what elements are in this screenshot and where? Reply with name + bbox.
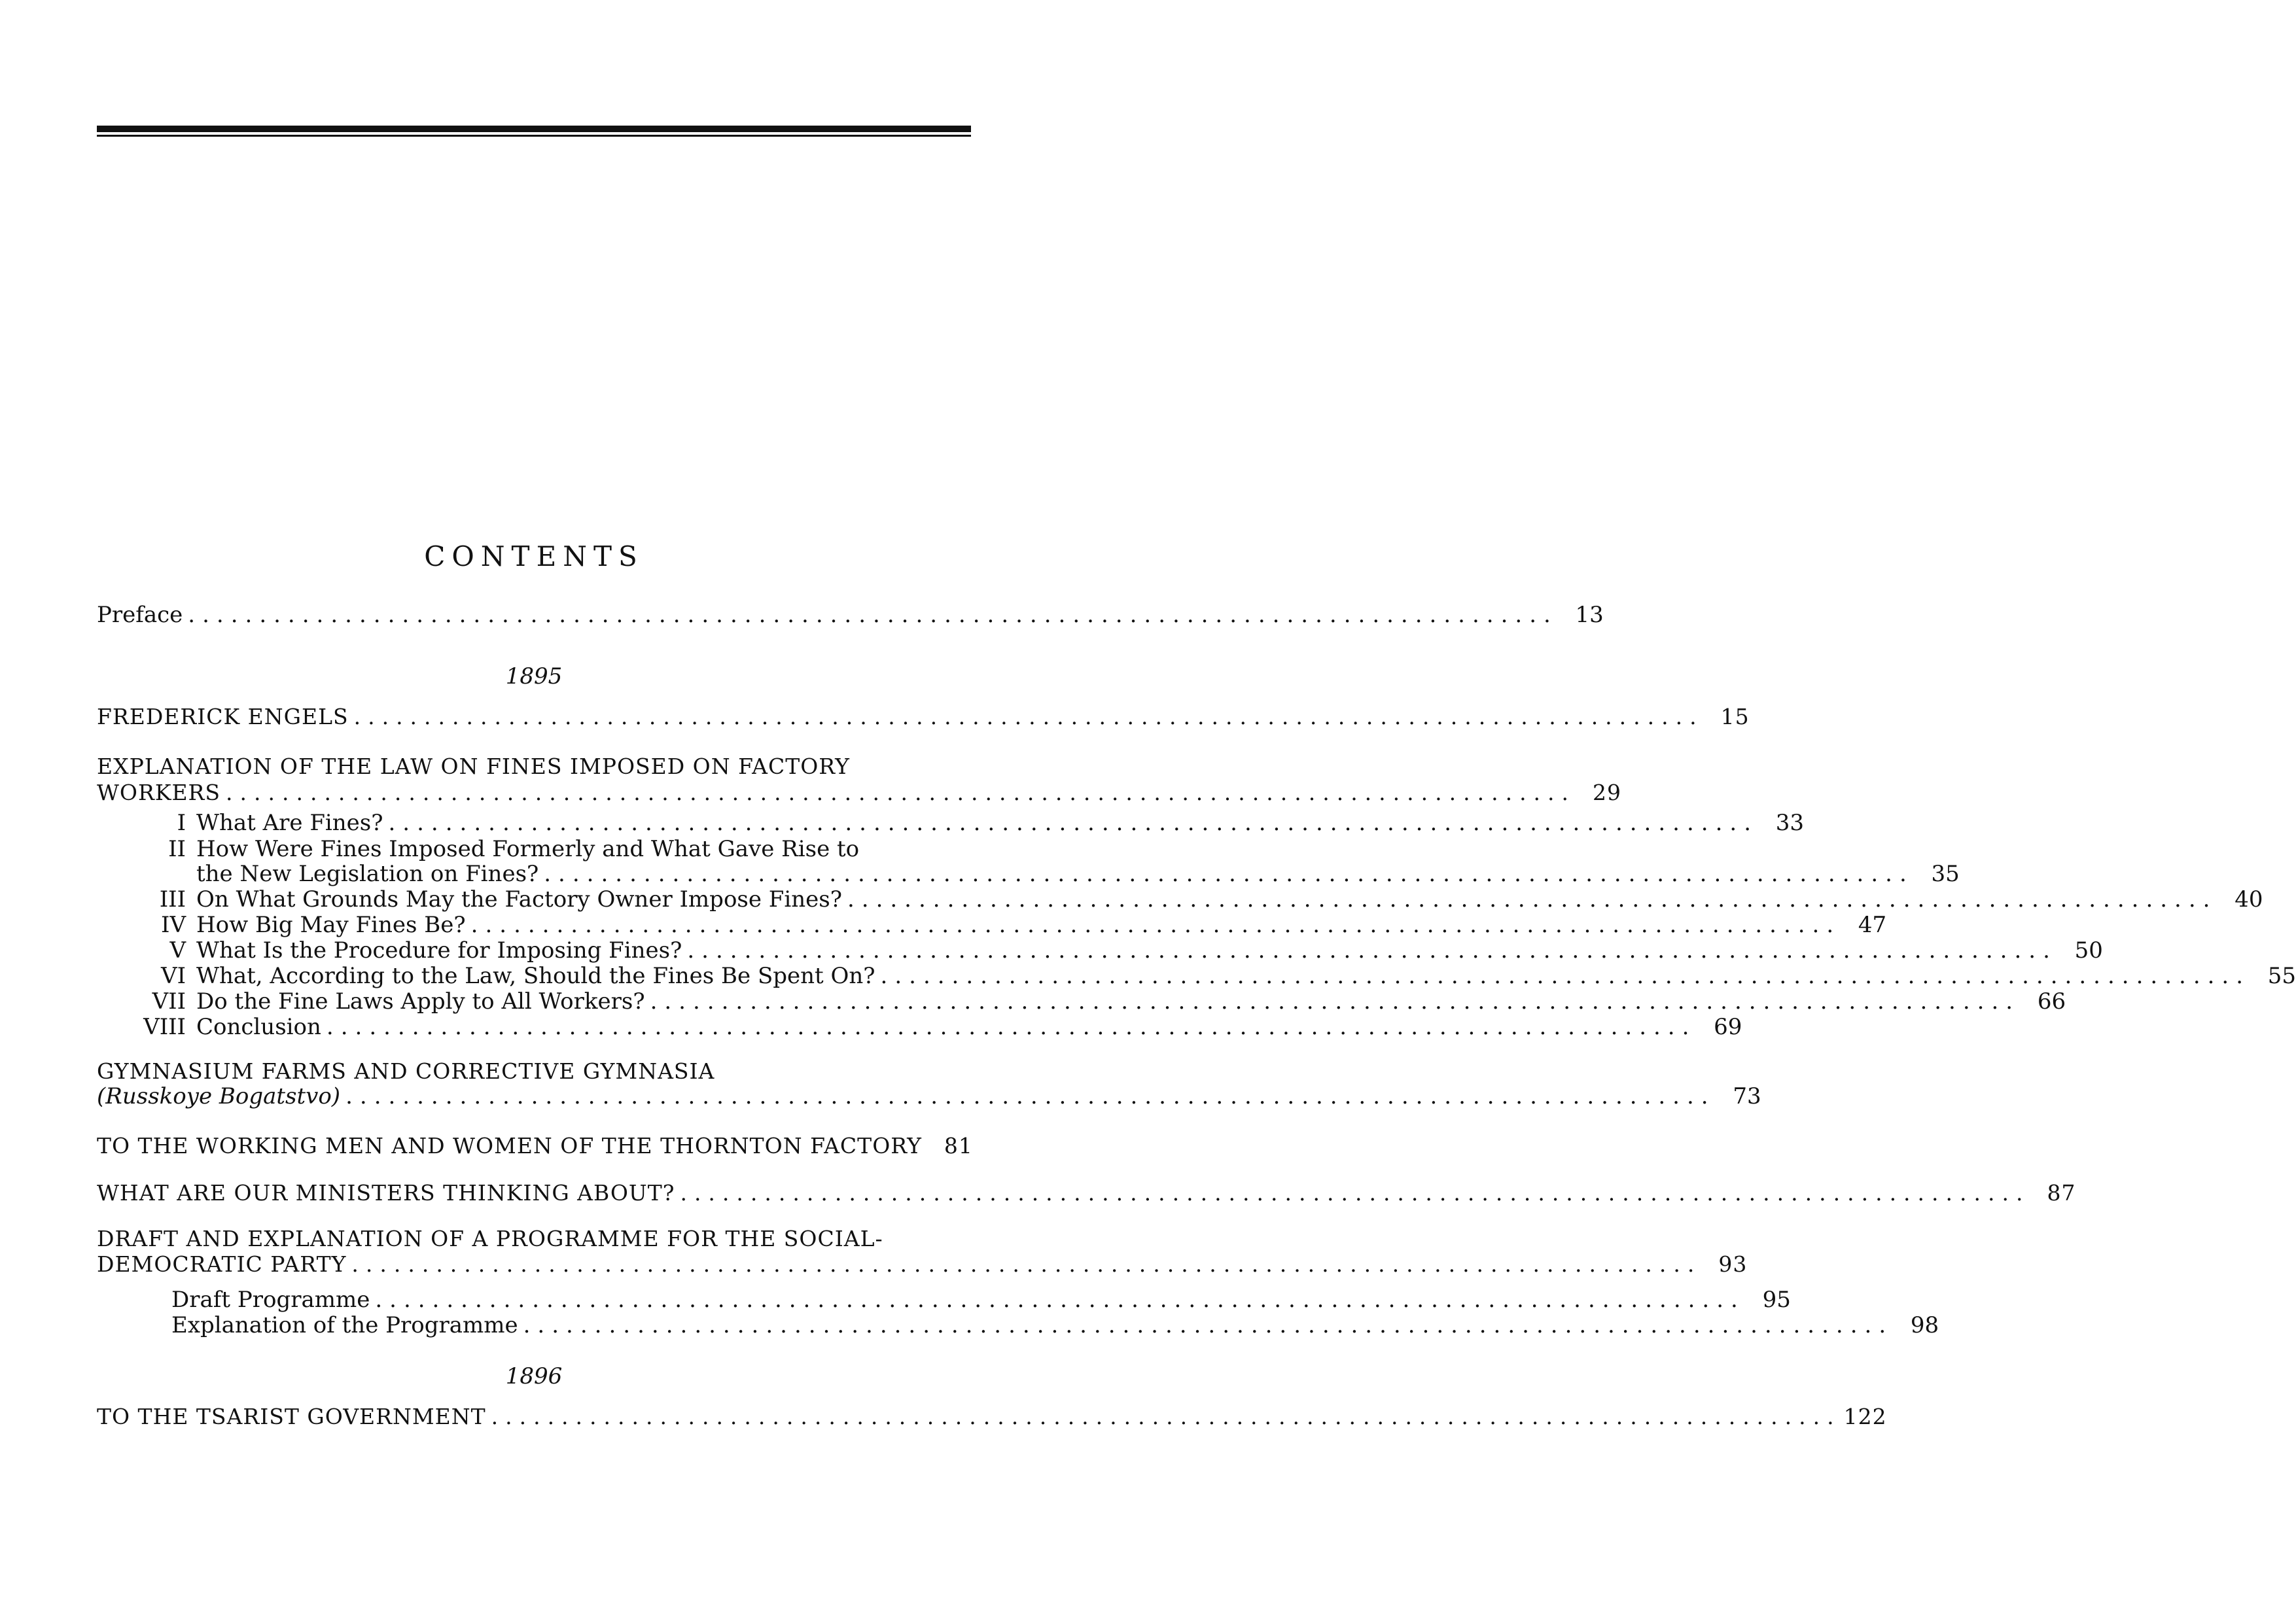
section-year-1895: 1895 (505, 663, 563, 689)
entry-title: DRAFT AND EXPLANATION OF A PROGRAMME FOR THE SOCIAL- (97, 1226, 883, 1251)
entry-title: WHAT ARE OUR MINISTERS THINKING ABOUT? (97, 1180, 675, 1206)
entry-subtitle: (Russkoye Bogatstvo) (97, 1083, 341, 1109)
dot-leader: ................................................................................................ (847, 886, 2217, 913)
toc-chapter-5 (124, 936, 2103, 965)
toc-entry-explanation-line2 (97, 778, 1622, 807)
dot-leader: ................................................................................................ (375, 1287, 1745, 1313)
page-number: 87 (2047, 1180, 2076, 1206)
toc-entry-gymnasium-line2 (97, 1082, 1761, 1111)
entry-title: EXPLANATION OF THE LAW ON FINES IMPOSED ON FACTORY (97, 754, 850, 779)
chapter-title: the New Legislation on Fines? (196, 861, 539, 887)
dot-leader: ................................................................................................ (353, 704, 1704, 729)
page-number: 55 (2267, 963, 2296, 989)
sub-entry-title: Draft Programme (171, 1287, 370, 1313)
toc-entry-draft-line1 (97, 1225, 971, 1253)
top-rule-thick (97, 126, 971, 132)
chapter-number: I (177, 810, 186, 836)
page-number: 13 (1575, 602, 1604, 628)
page-number: 35 (1931, 861, 1960, 887)
dot-leader: ................................................................................................ (470, 912, 1841, 938)
dot-leader: ................................................................................................ (345, 1083, 1716, 1109)
toc-chapter-6 (124, 962, 2296, 990)
chapter-title: How Big May Fines Be? (196, 912, 466, 938)
chapter-title: On What Grounds May the Factory Owner Impose Fines? (196, 886, 842, 913)
dot-leader: ................................................................................................ (687, 937, 2057, 964)
page-number: 66 (2037, 988, 2066, 1015)
toc-sub-explanation-programme (171, 1311, 1939, 1340)
page-number: 47 (1858, 912, 1887, 938)
dot-leader: ................................................................................................ (388, 810, 1759, 836)
toc-chapter-1 (124, 809, 1805, 837)
toc-chapter-7 (124, 987, 2066, 1016)
toc-chapter-3 (124, 885, 2263, 914)
chapter-title: Do the Fine Laws Apply to All Workers? (196, 988, 645, 1015)
toc-entry-draft-line2 (97, 1250, 1748, 1279)
dot-leader: ................................................................................................ (491, 1404, 1841, 1429)
page-number: 33 (1775, 810, 1805, 836)
dot-leader: ................................................................................................ (880, 963, 2251, 989)
toc-chapter-2-line2 (124, 860, 1960, 888)
page-number: 93 (1718, 1251, 1748, 1277)
page-number: 29 (1593, 780, 1622, 805)
toc-entry-engels (97, 703, 1750, 731)
chapter-number: IV (161, 912, 186, 938)
page-number: 98 (1910, 1312, 1939, 1338)
page-number: 122 (1843, 1404, 1887, 1429)
entry-title: WORKERS (97, 780, 221, 805)
chapter-number: VII (152, 988, 186, 1015)
dot-leader: ................................................................................................ (188, 602, 1558, 628)
chapter-title: What Are Fines? (196, 810, 383, 836)
page-title: CONTENTS (424, 540, 644, 572)
dot-leader: ................................................................................................ (226, 780, 1576, 805)
entry-title: GYMNASIUM FARMS AND CORRECTIVE GYMNASIA (97, 1058, 715, 1084)
page-number: 73 (1733, 1083, 1761, 1109)
sub-entry-title: Explanation of the Programme (171, 1312, 518, 1338)
entry-title: TO THE WORKING MEN AND WOMEN OF THE THORNTON FACTORY (97, 1133, 922, 1158)
entry-title: Preface (97, 602, 183, 628)
chapter-title: What Is the Procedure for Imposing Fines? (196, 937, 682, 964)
page-number: 50 (2074, 937, 2103, 964)
dot-leader: ................................................................................................ (523, 1312, 1894, 1338)
dot-leader: ................................................................................................ (326, 1014, 1697, 1040)
toc-chapter-8 (124, 1013, 1742, 1041)
entry-title: DEMOCRATIC PARTY (97, 1251, 347, 1277)
entry-title: FREDERICK ENGELS (97, 704, 349, 729)
dot-leader: ................................................................................................ (650, 988, 2021, 1015)
chapter-number: V (169, 937, 186, 964)
chapter-title: Conclusion (196, 1014, 321, 1040)
chapter-number: III (159, 886, 186, 913)
page-number: 95 (1762, 1287, 1791, 1313)
toc-entry-ministers (97, 1179, 2076, 1208)
toc-entry-thornton (97, 1132, 971, 1160)
page-number: 81 (944, 1133, 973, 1158)
chapter-number: VIII (143, 1014, 186, 1040)
chapter-number: II (168, 836, 186, 862)
toc-chapter-4 (124, 911, 1887, 939)
toc-entry-preface (97, 601, 1604, 629)
chapter-number: VI (161, 963, 186, 989)
toc-entry-explanation-line1 (97, 752, 971, 781)
section-year-1896: 1896 (505, 1363, 563, 1389)
page-number: 15 (1720, 704, 1750, 729)
page-number: 40 (2234, 886, 2263, 913)
page-number: 69 (1714, 1014, 1742, 1040)
chapter-title: How Were Fines Imposed Formerly and What Gave Rise to (196, 836, 860, 862)
dot-leader: ................................................................................................ (680, 1180, 2030, 1206)
top-rule-thin (97, 135, 971, 137)
entry-title: TO THE TSARIST GOVERNMENT (97, 1404, 486, 1429)
toc-entry-tsarist (97, 1402, 1887, 1431)
toc-sub-draft-programme (171, 1285, 1791, 1314)
dot-leader: ................................................................................................ (351, 1251, 1702, 1277)
dot-leader: ................................................................................................ (544, 861, 1914, 887)
chapter-title: What, According to the Law, Should the Fines Be Spent On? (196, 963, 875, 989)
